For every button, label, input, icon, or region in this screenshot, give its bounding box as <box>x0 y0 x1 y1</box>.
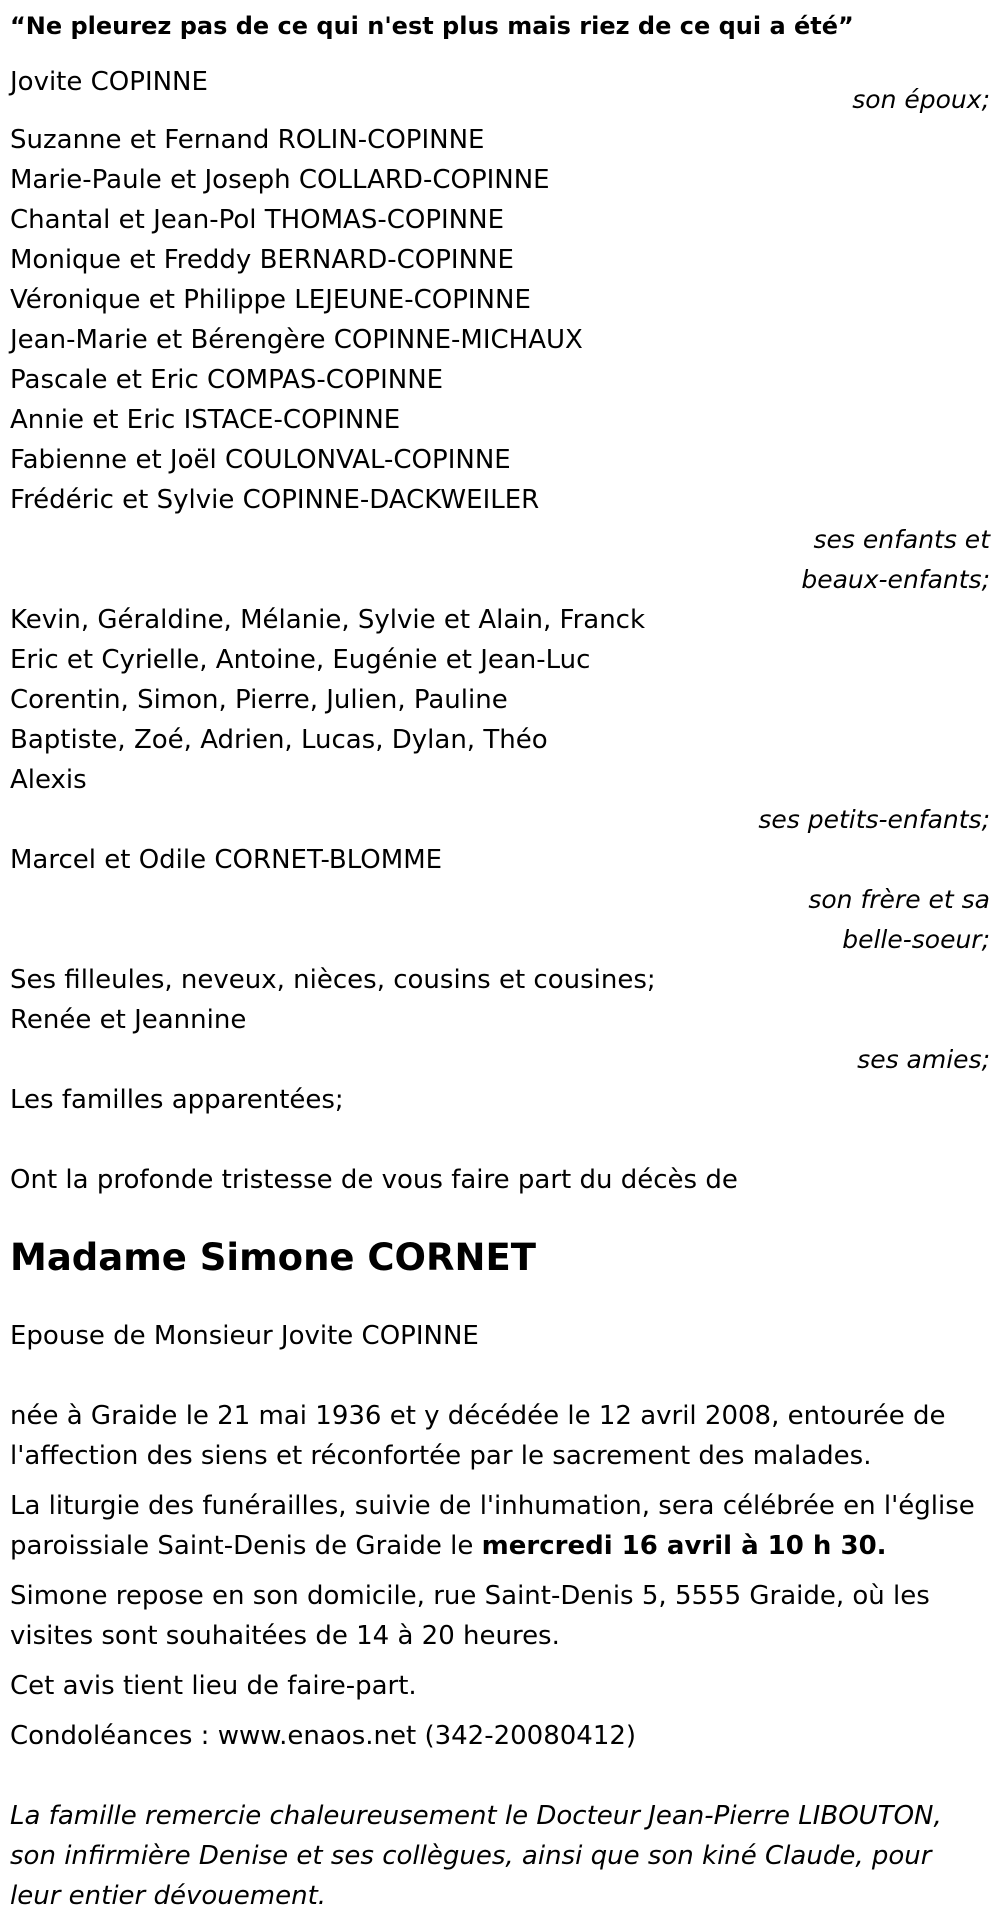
child-name: Annie et Eric ISTACE-COPINNE <box>10 405 401 435</box>
spouse-name: Jovite COPINNE <box>10 67 208 97</box>
announcement-block <box>10 1160 990 1200</box>
children-relation-line1: ses enfants et <box>813 525 990 554</box>
child-name: Jean-Marie et Bérengère COPINNE-MICHAUX <box>10 325 583 355</box>
notice-paragraph: Cet avis tient lieu de faire-part. <box>10 1671 417 1701</box>
child-name: Frédéric et Sylvie COPINNE-DACKWEILER <box>10 485 540 515</box>
grandchildren-relation: ses petits-enfants; <box>758 805 990 834</box>
friends-line: Renée et Jeannine <box>10 1005 247 1035</box>
grandchildren-line: Kevin, Géraldine, Mélanie, Sylvie et Alain, Franck <box>10 605 646 635</box>
extended-family-line: Ses filleules, neveux, nièces, cousins et cousines; <box>10 965 656 995</box>
sibling-relation-line1: son frère et sa <box>808 885 990 914</box>
spouse-mention-block <box>10 1316 990 1356</box>
grandchildren-line: Eric et Cyrielle, Antoine, Eugénie et Jean-Luc <box>10 645 591 675</box>
spouse-relation: son époux; <box>852 85 990 114</box>
announcement-text: Ont la profonde tristesse de vous faire part du décès de <box>10 1165 738 1195</box>
child-name: Suzanne et Fernand ROLIN-COPINNE <box>10 125 485 155</box>
birth-death-paragraph: née à Graide le 21 mai 1936 et y décédée le 12 avril 2008, entourée de l'affection des siens et réconfortée par le sacrement des malades. <box>10 1401 946 1471</box>
deceased-block <box>10 1230 990 1286</box>
liturgy-paragraph <box>10 1486 990 1566</box>
families-block <box>10 1080 990 1120</box>
related-families: Les familles apparentées; <box>10 1085 344 1115</box>
thanks-paragraph: La famille remercie chaleureusement le Docteur Jean-Pierre LIBOUTON, son infirmière Denise et ses collègues, ainsi que son kiné Claude, pour leur entier dévouement. <box>10 1801 942 1911</box>
liturgy-date: mercredi 16 avril à 10 h 30. <box>481 1531 887 1561</box>
spouse-mention: Epouse de Monsieur Jovite COPINNE <box>10 1321 479 1351</box>
details-block <box>10 1396 990 1756</box>
liturgy-text: La liturgie des funérailles, suivie de l'inhumation, sera célébrée en l'église paroissiale Saint-Denis de Graide le <box>10 1491 975 1561</box>
repose-paragraph: Simone repose en son domicile, rue Saint-Denis 5, 5555 Graide, où les visites sont souhaitées de 14 à 20 heures. <box>10 1581 930 1651</box>
children-block <box>10 120 990 600</box>
epigraph-quote: “Ne pleurez pas de ce qui n'est plus mais riez de ce qui a été” <box>10 12 854 40</box>
grandchildren-line: Baptiste, Zoé, Adrien, Lucas, Dylan, Théo <box>10 725 548 755</box>
spouse-block <box>10 62 990 120</box>
extended-family-block <box>10 960 990 1080</box>
sibling-block <box>10 840 990 960</box>
grandchildren-line: Alexis <box>10 765 87 795</box>
child-name: Véronique et Philippe LEJEUNE-COPINNE <box>10 285 531 315</box>
friends-relation: ses amies; <box>857 1045 990 1074</box>
child-name: Chantal et Jean-Pol THOMAS-COPINNE <box>10 205 505 235</box>
grandchildren-line: Corentin, Simon, Pierre, Julien, Pauline <box>10 685 508 715</box>
sibling-relation-line2: belle-soeur; <box>842 925 990 954</box>
sibling-name: Marcel et Odile CORNET-BLOMME <box>10 845 443 875</box>
deceased-name: Madame Simone CORNET <box>10 1236 536 1279</box>
grandchildren-block <box>10 600 990 840</box>
thanks-block <box>10 1796 990 1916</box>
child-name: Pascale et Eric COMPAS-COPINNE <box>10 365 444 395</box>
child-name: Marie-Paule et Joseph COLLARD-COPINNE <box>10 165 550 195</box>
condolences-paragraph: Condoléances : www.enaos.net (342-20080412) <box>10 1721 637 1751</box>
child-name: Fabienne et Joël COULONVAL-COPINNE <box>10 445 511 475</box>
child-name: Monique et Freddy BERNARD-COPINNE <box>10 245 514 275</box>
children-relation-line2: beaux-enfants; <box>801 565 990 594</box>
